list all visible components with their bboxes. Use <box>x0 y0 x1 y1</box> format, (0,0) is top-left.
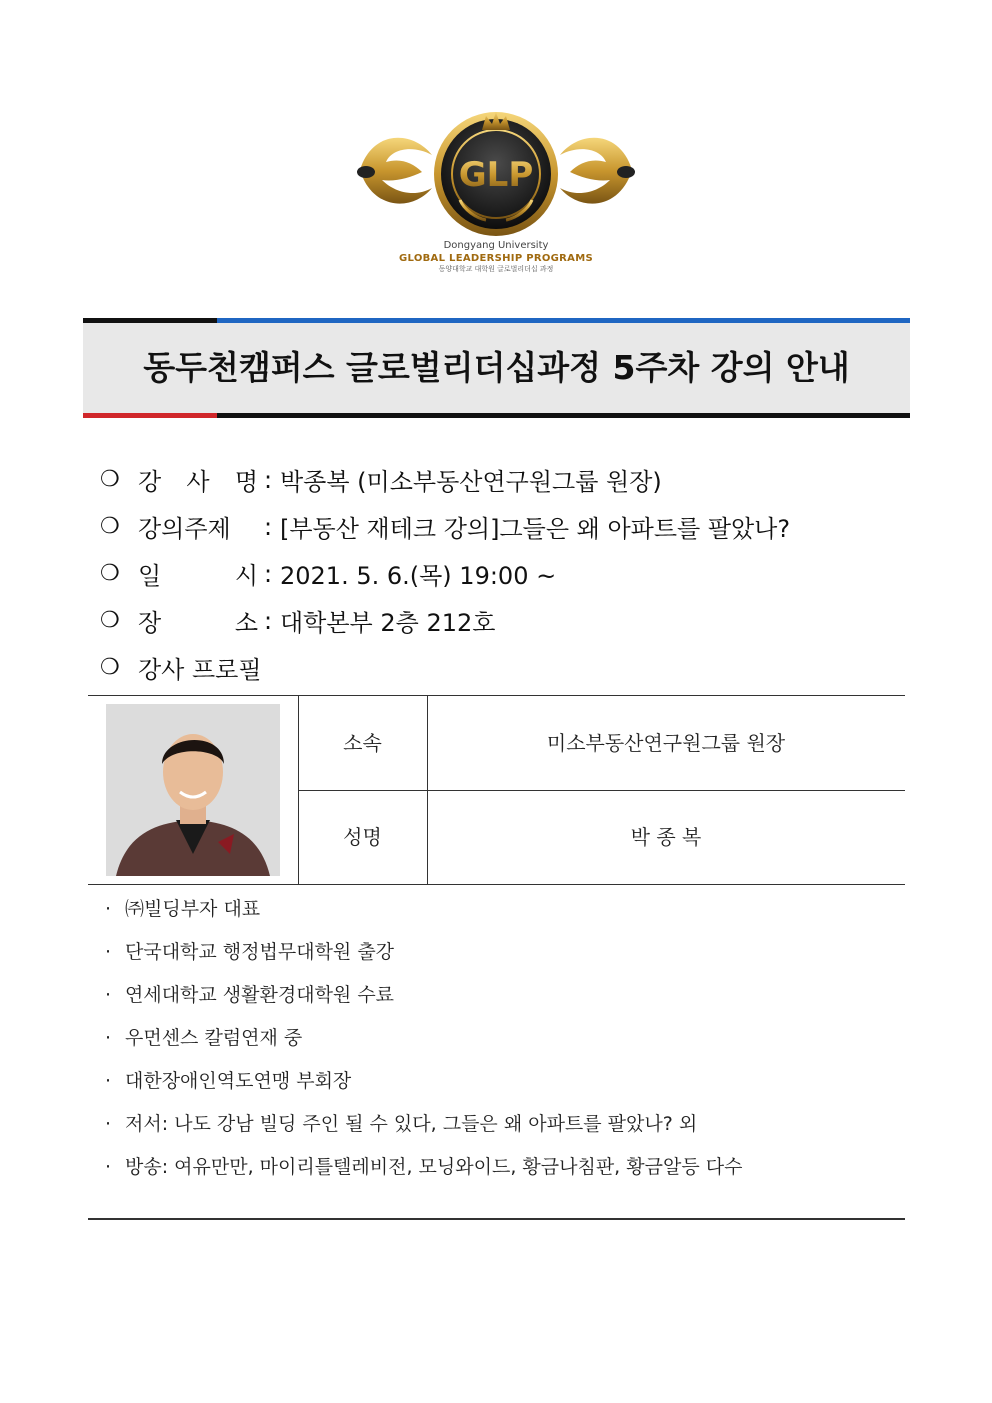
info-row-instructor <box>100 456 920 503</box>
list-item: · 우먼센스 칼럼연재 중 <box>105 1017 905 1060</box>
affiliation-value: 미소부동산연구원그룹 원장 <box>546 731 786 755</box>
info-row-topic <box>100 503 920 550</box>
info-label-instructor: 강 사 명 <box>138 468 258 496</box>
glp-logo <box>352 100 640 300</box>
profile-heading: 강사 프로필 <box>138 656 262 684</box>
dot-bullet-icon: · <box>105 1156 112 1178</box>
list-item: · 단국대학교 행정법무대학원 출강 <box>105 931 905 974</box>
dot-bullet-icon: · <box>105 984 112 1006</box>
page-title: 동두천캠퍼스 글로벌리더십과정 5주차 강의 안내 <box>143 348 850 387</box>
dot-bullet-icon: · <box>105 1070 112 1092</box>
info-value-datetime: 2021. 5. 6.(목) 19:00 ~ <box>280 562 557 590</box>
info-colon: : <box>263 465 273 494</box>
dot-bullet-icon: · <box>105 1027 112 1049</box>
career-list <box>105 888 905 1189</box>
info-row-profile-heading <box>100 644 920 691</box>
info-label-topic: 강의주제 <box>138 515 231 543</box>
circle-bullet-icon: ❍ <box>100 655 120 680</box>
info-value-topic: [부동산 재테크 강의]그들은 왜 아파트를 팔았나? <box>280 515 791 543</box>
list-item: · 대한장애인역도연맹 부회장 <box>105 1060 905 1103</box>
circle-bullet-icon: ❍ <box>100 561 120 586</box>
profile-table <box>88 695 905 885</box>
name-label: 성명 <box>343 825 382 849</box>
list-item: · ㈜빌딩부자 대표 <box>105 888 905 931</box>
logo-sub-program: GLOBAL LEADERSHIP PROGRAMS <box>399 252 593 264</box>
info-row-location <box>100 597 920 644</box>
dot-bullet-icon: · <box>105 941 112 963</box>
bottom-divider <box>88 1218 905 1220</box>
name-value: 박 종 복 <box>630 825 702 849</box>
logo-mark: GLP <box>458 155 534 195</box>
circle-bullet-icon: ❍ <box>100 467 120 492</box>
info-label-location: 장 소 <box>138 609 258 637</box>
list-item: · 방송: 여유만만, 마이리틀텔레비전, 모닝와이드, 황금나침판, 황금알등 다수 <box>105 1146 905 1189</box>
info-value-location: 대학본부 2층 212호 <box>280 609 496 637</box>
info-colon: : <box>263 512 273 541</box>
circle-bullet-icon: ❍ <box>100 608 120 633</box>
title-banner <box>83 318 910 418</box>
title-bar-bottom-right-stripe <box>217 413 910 418</box>
list-item: · 연세대학교 생활환경대학원 수료 <box>105 974 905 1017</box>
info-value-instructor: 박종복 (미소부동산연구원그룹 원장) <box>280 468 662 496</box>
affiliation-label: 소속 <box>343 731 382 755</box>
info-row-datetime <box>100 550 920 597</box>
dot-bullet-icon: · <box>105 1113 112 1135</box>
glp-crest-logo <box>352 100 640 240</box>
logo-sub-korean: 동양대학교 대학원 글로벌리더십 과정 <box>438 265 554 273</box>
lecture-info <box>100 456 920 691</box>
info-colon: : <box>263 559 273 588</box>
info-colon: : <box>263 606 273 635</box>
list-item: · 저서: 나도 강남 빌딩 주인 될 수 있다, 그들은 왜 아파트를 팔았나? 외 <box>105 1103 905 1146</box>
circle-bullet-icon: ❍ <box>100 514 120 539</box>
logo-sub-university: Dongyang University <box>443 240 549 251</box>
dot-bullet-icon: · <box>105 898 112 920</box>
instructor-portrait <box>106 704 280 876</box>
info-label-datetime: 일 시 <box>138 562 258 590</box>
title-bar-bottom-left-stripe <box>83 413 217 418</box>
